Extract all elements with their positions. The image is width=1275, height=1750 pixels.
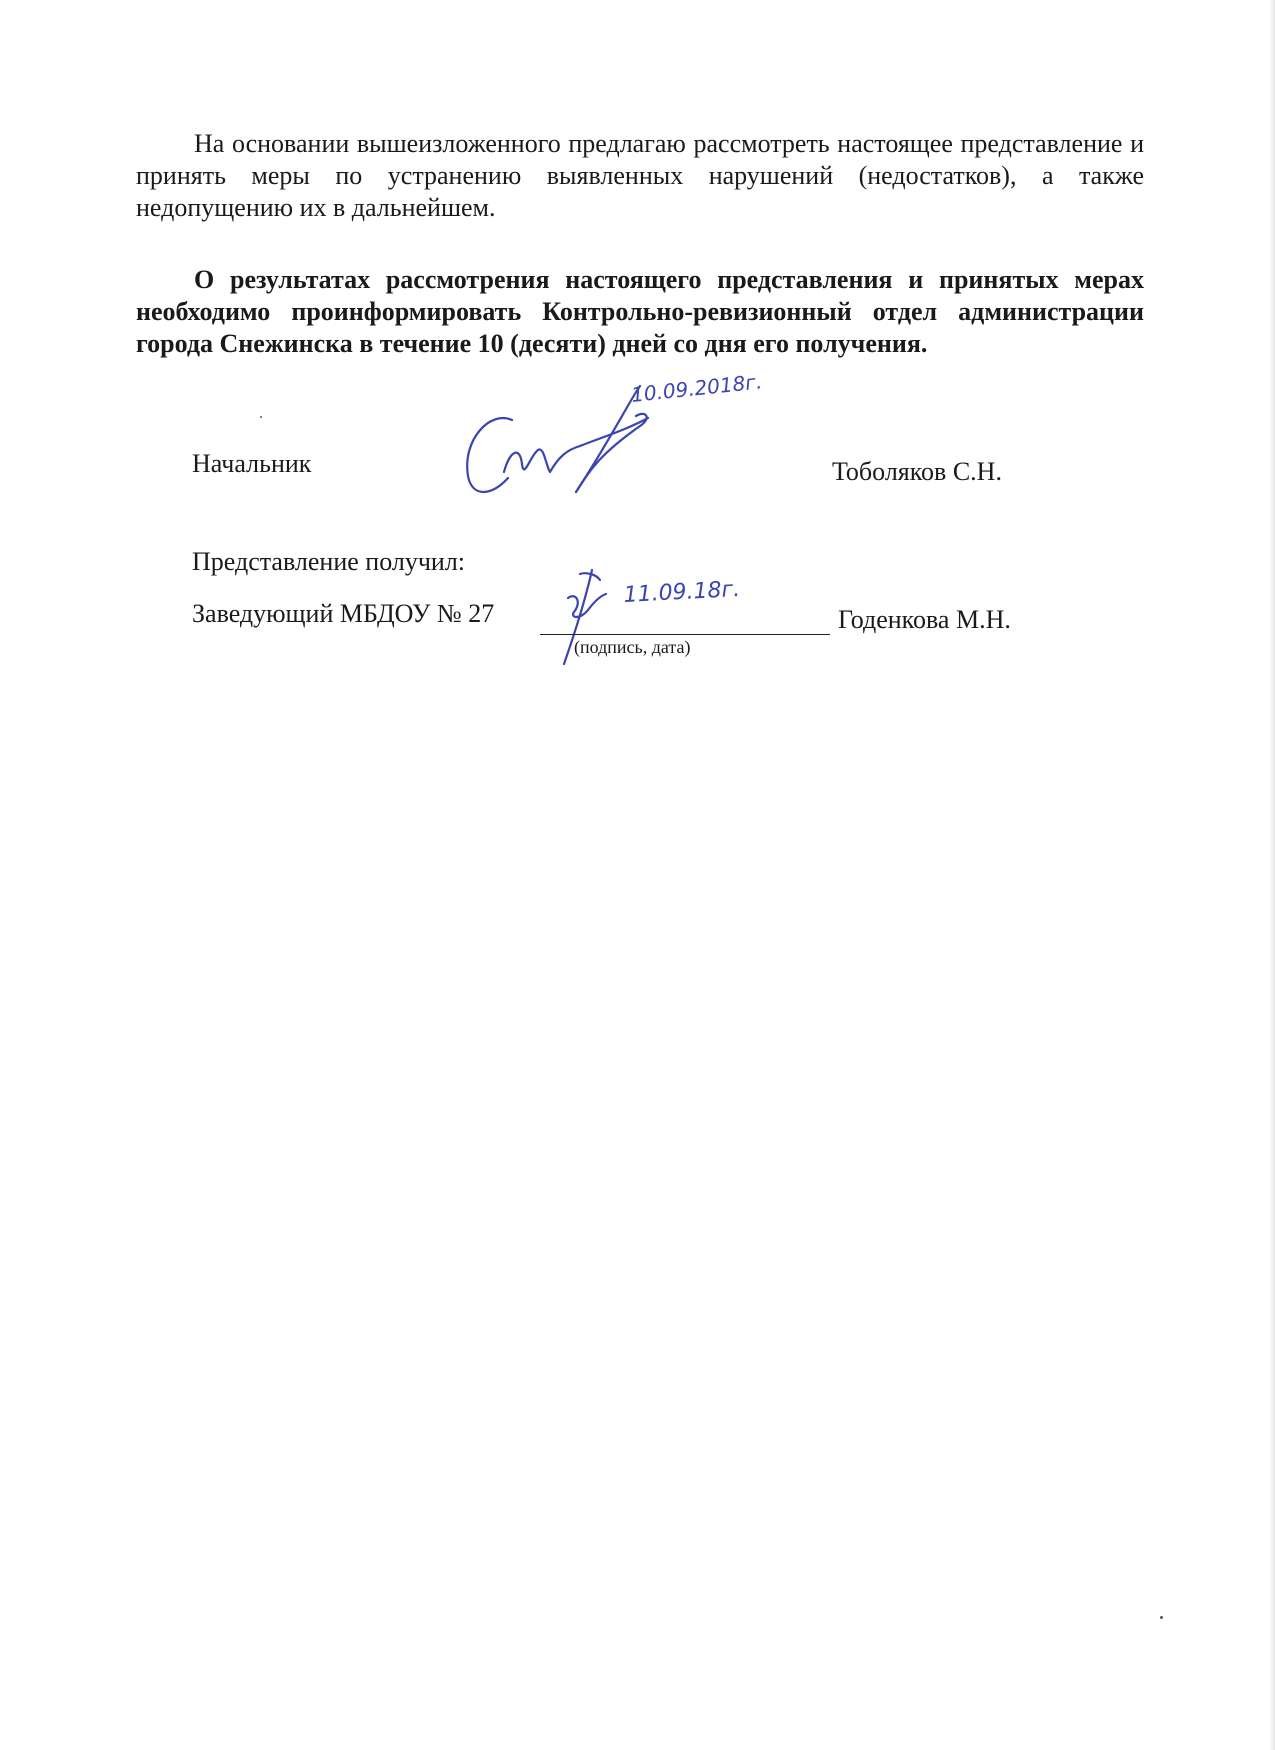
signature-line (540, 634, 830, 635)
proposal-paragraph: На основании вышеизложенного предлагаю рассмотреть настоящее представление и принять меры по устранению выявленных нарушений (недостатков), а также недопущению их в дальнейшем. (136, 129, 1144, 222)
recipient-signature-date: 11.09.18г. (623, 576, 741, 608)
recipient-name: Годенкова М.Н. (838, 605, 1011, 634)
chief-signature-date: 10.09.2018г. (630, 369, 764, 407)
scan-speck (1160, 1616, 1163, 1619)
report-requirement-paragraph: О результатах рассмотрения настоящего представления и принятых мерах необходимо проинформировать Контрольно-ревизионный отдел администрации города Снежинска в течение 10 (десяти) дней со дня его получения. (136, 265, 1144, 358)
chief-title: Начальник (192, 449, 312, 478)
recipient-position: Заведующий МБДОУ № 27 (192, 599, 495, 628)
scan-edge-shadow (1269, 0, 1275, 1750)
chief-name: Тоболяков С.Н. (832, 457, 1002, 486)
signature-line-caption: (подпись, дата) (574, 637, 691, 657)
scan-speck (260, 416, 262, 418)
received-label: Представление получил: (192, 547, 466, 576)
chief-handwritten-signature (450, 369, 810, 510)
